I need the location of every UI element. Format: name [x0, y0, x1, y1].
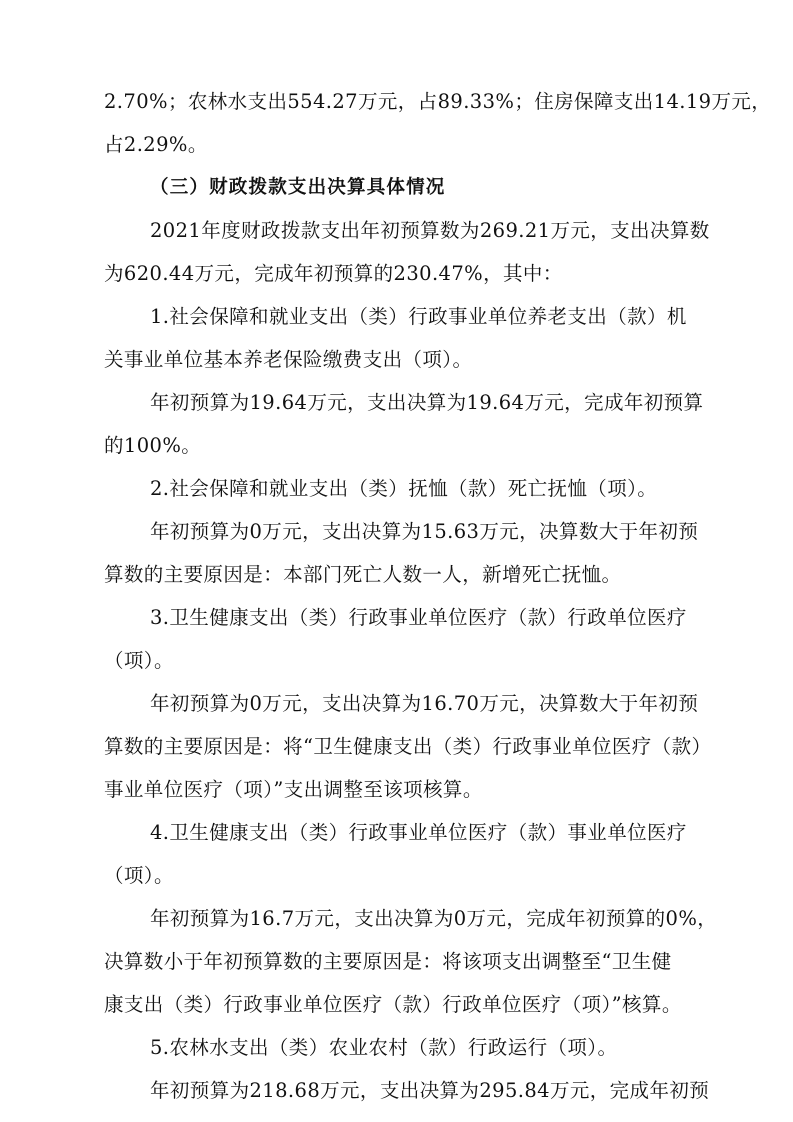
item-3-detail-cont: 算数的主要原因是：将“卫生健康支出（类）行政事业单位医疗（款） — [104, 735, 712, 758]
item-2-detail: 年初预算为0万元，支出决算为15.63万元，决算数大于年初预 — [150, 520, 699, 543]
item-3-title-cont: （项）。 — [104, 649, 174, 672]
item-4-detail-cont: 决算数小于年初预算数的主要原因是：将该项支出调整至“卫生健 — [104, 950, 672, 973]
item-2-detail-cont: 算数的主要原因是：本部门死亡人数一人，新增死亡抚恤。 — [104, 563, 622, 586]
item-4-detail: 年初预算为16.7万元，支出决算为0万元，完成年初预算的0%， — [150, 907, 718, 930]
item-1-detail-cont: 的100%。 — [104, 434, 202, 457]
item-5-detail: 年初预算为218.68万元，支出决算为295.84万元，完成年初预 — [150, 1079, 710, 1102]
item-2-title: 2.社会保障和就业支出（类）抚恤（款）死亡抚恤（项）。 — [150, 477, 658, 500]
item-3-title: 3.卫生健康支出（类）行政事业单位医疗（款）行政单位医疗 — [150, 606, 687, 629]
item-1-title-cont: 关事业单位基本养老保险缴费支出（项）。 — [104, 348, 473, 371]
item-4-detail-cont-2: 康支出（类）行政事业单位医疗（款）行政单位医疗（项）”核算。 — [104, 993, 682, 1016]
text-line-4: 2021年度财政拨款支出年初预算数为269.21万元，支出决算数 — [150, 219, 710, 242]
item-3-detail-cont-2: 事业单位医疗（项）”支出调整至该项核算。 — [104, 778, 483, 801]
item-4-title-cont: （项）。 — [104, 864, 174, 887]
item-1-title: 1.社会保障和就业支出（类）行政事业单位养老支出（款）机 — [150, 305, 687, 328]
item-5-title: 5.农林水支出（类）农业农村（款）行政运行（项）。 — [150, 1036, 618, 1059]
section-heading: （三）财政拨款支出决算具体情况 — [150, 177, 446, 198]
item-4-title: 4.卫生健康支出（类）行政事业单位医疗（款）事业单位医疗 — [150, 821, 687, 844]
item-3-detail: 年初预算为0万元，支出决算为16.70万元，决算数大于年初预 — [150, 692, 699, 715]
text-line-1: 2.70%；农林水支出554.27万元，占89.33%；住房保障支出14.19万元， — [104, 90, 772, 113]
text-line-2: 占2.29%。 — [104, 133, 208, 156]
item-1-detail: 年初预算为19.64万元，支出决算为19.64万元，完成年初预算 — [150, 391, 704, 414]
text-line-5: 为620.44万元，完成年初预算的230.47%，其中： — [104, 262, 563, 285]
